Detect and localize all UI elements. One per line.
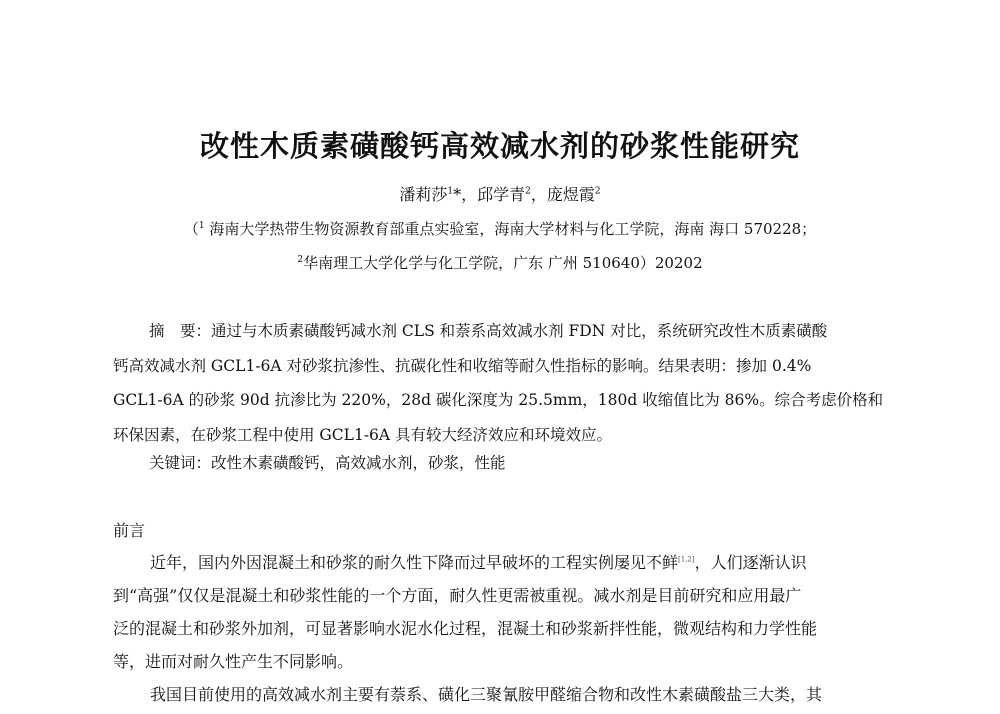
author-name: 邱学青	[477, 185, 526, 204]
body-text	[113, 546, 888, 711]
author-line	[0, 182, 1000, 205]
author-separator: ，	[461, 185, 478, 204]
abstract-line: 摘 要：通过与木质素磺酸钙减水剂 CLS 和萘系高效减水剂 FDN 对比，系统研究改性木质素磺酸	[149, 322, 828, 340]
affiliation-line-1	[0, 218, 1000, 239]
affiliation-marker: 2	[297, 255, 304, 265]
affiliation-marker: 1	[447, 186, 454, 197]
affiliation-text: 华南理工大学化学与化工学院，广东 广州 510640）20202	[303, 254, 703, 272]
body-line: 我国目前使用的高效减水剂主要有萘系、磺化三聚氰胺甲醛缩合物和改性木素磺酸盐三大类，其	[150, 685, 823, 704]
author-separator: ，	[530, 185, 547, 204]
corresponding-mark: *	[453, 185, 462, 204]
affiliation-text: 海南大学热带生物资源教育部重点实验室，海南大学材料与化工学院，海南 海口 570228；	[209, 220, 817, 238]
author-name: 潘莉莎	[399, 185, 448, 204]
abstract	[113, 314, 888, 452]
affiliation-line-2	[0, 252, 1000, 273]
body-line: 到“高强”仅仅是混凝土和砂浆性能的一个方面，耐久性更需被重视。减水剂是目前研究和应用最广	[113, 586, 802, 605]
paper-title: 改性木质素磺酸钙高效减水剂的砂浆性能研究	[199, 129, 800, 163]
author-name: 庞煜霞	[546, 185, 595, 204]
affiliation-marker: 2	[594, 186, 601, 197]
affiliation-marker: 2	[525, 186, 531, 197]
body-text-span: 近年，国内外因混凝土和砂浆的耐久性下降而过早破坏的工程实例屡见不鲜	[150, 553, 679, 572]
keywords-line: 关键词：改性木素磺酸钙，高效减水剂，砂浆，性能	[149, 454, 506, 472]
body-line: 等，进而对耐久性产生不同影响。	[113, 652, 354, 671]
affiliation-marker: 1	[198, 221, 205, 231]
abstract-line: 环保因素，在砂浆工程中使用 GCL1-6A 具有较大经济效应和环境效应。	[113, 425, 613, 444]
affiliation-open-paren: （	[183, 220, 199, 238]
keywords	[113, 446, 888, 481]
citation-marker[interactable]: [1,2]	[678, 555, 695, 564]
body-line: 泛的混凝土和砂浆外加剂，可显著影响水泥水化过程，混凝土和砂浆新拌性能，微观结构和力学性能	[113, 619, 818, 638]
body-line	[113, 546, 888, 579]
body-text-span: ，人们逐渐认识	[694, 553, 807, 572]
abstract-line: GCL1-6A 的砂浆 90d 抗渗比为 220%，28d 碳化深度为 25.5mm，180d 收缩值比为 86%。综合考虑价格和	[113, 391, 884, 409]
abstract-line: 钙高效减水剂 GCL1-6A 对砂浆抗渗性、抗碳化性和收缩等耐久性指标的影响。结果表明：掺加 0.4%	[113, 356, 812, 375]
section-heading: 前言	[113, 521, 146, 540]
